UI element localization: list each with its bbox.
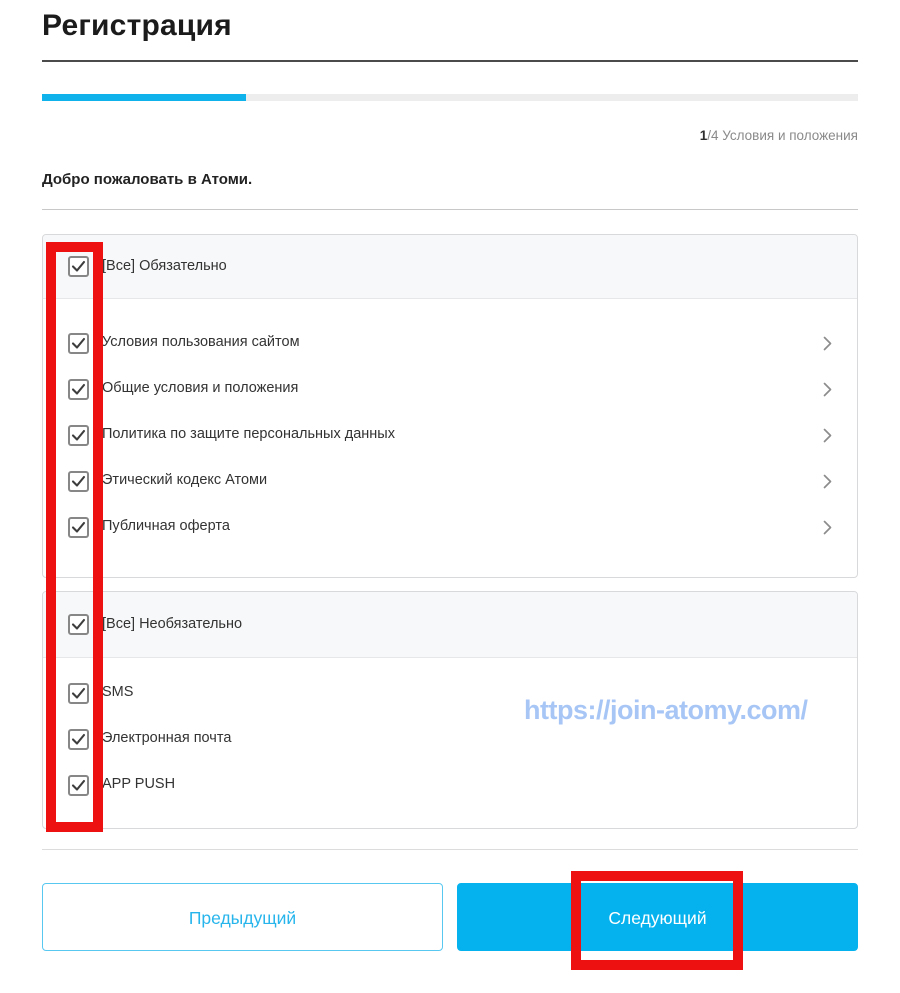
chevron-right-icon [823, 520, 832, 535]
optional-terms-list [43, 658, 857, 828]
agreement-label: Политика по защите персональных данных [102, 426, 395, 443]
agreement-checkbox[interactable] [68, 683, 89, 704]
check-icon [71, 733, 86, 746]
chevron-right-icon [823, 474, 832, 489]
check-all-required-checkbox[interactable] [68, 256, 89, 277]
progress-bar [42, 94, 858, 101]
agreement-checkbox[interactable] [68, 517, 89, 538]
check-all-optional-checkbox[interactable] [68, 614, 89, 635]
required-terms-header[interactable] [43, 235, 857, 299]
step-current: 1 [699, 128, 708, 143]
check-icon [71, 429, 86, 442]
agreement-label: Электронная почта [102, 730, 232, 747]
page-title: Регистрация [42, 9, 232, 42]
agreement-row[interactable] [43, 716, 857, 762]
agreement-checkbox[interactable] [68, 333, 89, 354]
check-icon [71, 618, 86, 631]
required-terms-list [43, 299, 857, 577]
check-icon [71, 521, 86, 534]
agreement-checkbox[interactable] [68, 471, 89, 492]
check-icon [71, 779, 86, 792]
agreement-label: SMS [102, 684, 134, 701]
agreement-label: Условия пользования сайтом [102, 334, 300, 351]
navigation-buttons [42, 883, 858, 951]
registration-page [42, 0, 858, 951]
check-icon [71, 260, 86, 273]
agreement-label: Общие условия и положения [102, 380, 299, 397]
next-button[interactable]: Следующий [457, 883, 858, 951]
required-terms-box [42, 234, 858, 578]
agreement-row[interactable] [43, 458, 857, 504]
agreement-checkbox[interactable] [68, 729, 89, 750]
agreement-label: Публичная оферта [102, 518, 230, 535]
agreement-row[interactable] [43, 366, 857, 412]
optional-terms-header[interactable] [43, 592, 857, 658]
title-divider [42, 60, 858, 62]
agreement-row[interactable] [43, 762, 857, 808]
check-icon [71, 383, 86, 396]
required-terms-header-label: [Все] Обязательно [102, 257, 227, 274]
agreement-checkbox[interactable] [68, 425, 89, 446]
check-icon [71, 687, 86, 700]
agreement-label: APP PUSH [102, 776, 176, 793]
previous-button[interactable]: Предыдущий [42, 883, 443, 951]
step-indicator [42, 128, 858, 144]
check-icon [71, 475, 86, 488]
optional-terms-box [42, 591, 858, 829]
chevron-right-icon [823, 382, 832, 397]
chevron-right-icon [823, 428, 832, 443]
section-divider [42, 209, 858, 210]
agreement-row[interactable] [43, 670, 857, 716]
optional-terms-header-label: [Все] Необязательно [102, 615, 243, 632]
agreement-checkbox[interactable] [68, 379, 89, 400]
step-label: /4 Условия и положения [707, 128, 858, 143]
progress-bar-fill [42, 94, 246, 101]
watermark-text: https://join-atomy.com/ [524, 695, 808, 725]
agreement-row[interactable] [43, 412, 857, 458]
footer-divider [42, 849, 858, 850]
chevron-right-icon [823, 336, 832, 351]
agreement-checkbox[interactable] [68, 775, 89, 796]
agreement-row[interactable] [43, 320, 857, 366]
check-icon [71, 337, 86, 350]
agreement-row[interactable] [43, 504, 857, 550]
welcome-text: Добро пожаловать в Атоми. [42, 171, 253, 189]
agreement-label: Этический кодекс Атоми [102, 472, 268, 489]
